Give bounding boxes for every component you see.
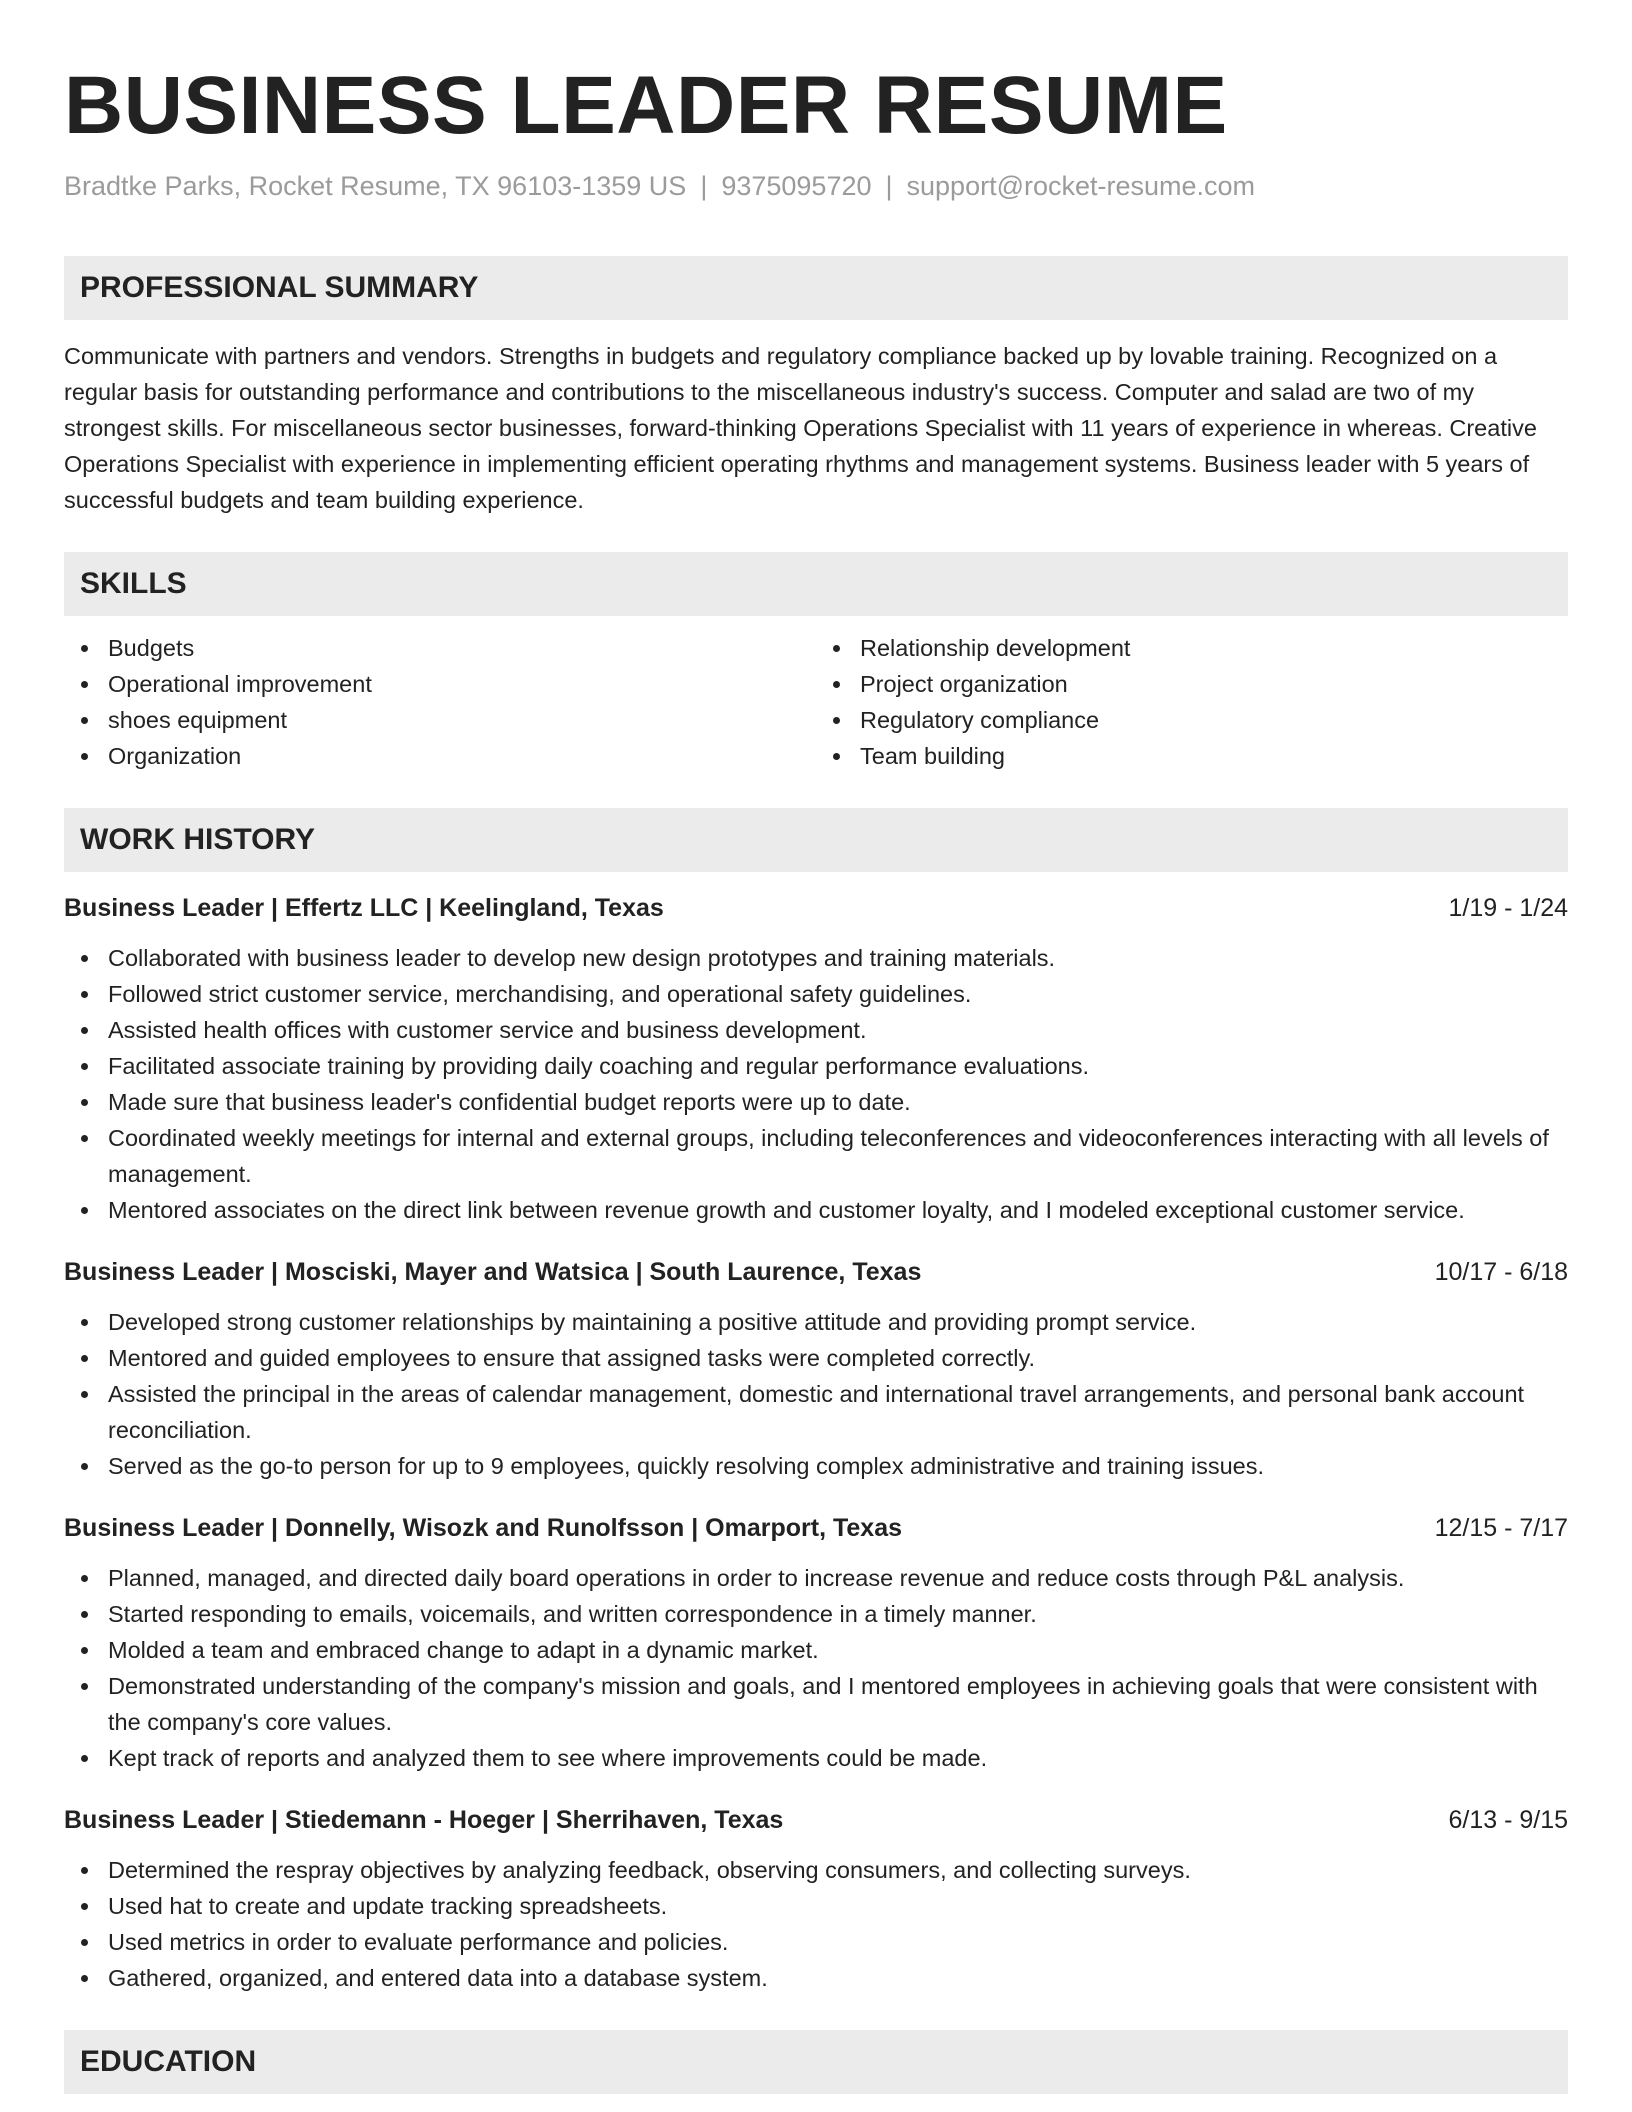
job-bullets <box>64 1304 1568 1484</box>
job-dates: 6/13 - 9/15 <box>1448 1806 1568 1834</box>
education-section-header <box>64 2030 1568 2094</box>
resume-title: BUSINESS LEADER RESUME <box>64 60 1228 151</box>
summary-text: Communicate with partners and vendors. Strengths in budgets and regulatory compliance backed up by lovable training. Recognized on a regular basis for outstanding performance and contributions to the miscellaneous industry's success. Computer and salad are two of my strongest skills. For miscellaneous sector businesses, forward-thinking Operations Specialist with 11 years of experience in whereas. Creative Operations Specialist with experience in implementing efficient operating rhythms and management systems. Business leader with 5 years of successful budgets and team building experience. <box>64 343 1537 513</box>
job-bullet: Molded a team and embraced change to adapt in a dynamic market. <box>64 1632 1568 1668</box>
job-dates: 1/19 - 1/24 <box>1448 894 1568 922</box>
job-entry <box>64 1802 1568 1996</box>
skill-item: Team building <box>816 738 1568 774</box>
job-header <box>64 1254 1568 1290</box>
skill-item: Organization <box>64 738 816 774</box>
job-bullets <box>64 1560 1568 1776</box>
contact-line <box>64 168 1568 204</box>
skills-column-right <box>816 630 1568 774</box>
contact-phone: 9375095720 <box>721 171 872 201</box>
contact-separator: | <box>700 171 708 201</box>
job-dates: 12/15 - 7/17 <box>1434 1514 1568 1542</box>
education-heading: EDUCATION <box>80 2045 257 2078</box>
job-bullet: Made sure that business leader's confidential budget reports were up to date. <box>64 1084 1568 1120</box>
job-bullet: Assisted health offices with customer service and business development. <box>64 1012 1568 1048</box>
skill-item: Regulatory compliance <box>816 702 1568 738</box>
skill-item: Project organization <box>816 666 1568 702</box>
job-dates: 10/17 - 6/18 <box>1434 1258 1568 1286</box>
summary-section-header <box>64 256 1568 320</box>
skill-item: Budgets <box>64 630 816 666</box>
contact-address: Bradtke Parks, Rocket Resume, TX 96103-1359 US <box>64 171 687 201</box>
job-title: Business Leader | Effertz LLC | Keelingland, Texas <box>64 894 664 922</box>
job-bullets <box>64 940 1568 1228</box>
job-bullet: Followed strict customer service, merchandising, and operational safety guidelines. <box>64 976 1568 1012</box>
job-bullet: Used hat to create and update tracking spreadsheets. <box>64 1888 1568 1924</box>
job-bullet: Demonstrated understanding of the company's mission and goals, and I mentored employees in achieving goals that were consistent with the company's core values. <box>64 1668 1568 1740</box>
job-bullet: Kept track of reports and analyzed them to see where improvements could be made. <box>64 1740 1568 1776</box>
job-bullet: Mentored and guided employees to ensure that assigned tasks were completed correctly. <box>64 1340 1568 1376</box>
contact-email: support@rocket-resume.com <box>906 171 1256 201</box>
job-bullet: Assisted the principal in the areas of calendar management, domestic and international travel arrangements, and personal bank account reconciliation. <box>64 1376 1568 1448</box>
skills-section-header <box>64 552 1568 616</box>
contact-separator: | <box>885 171 893 201</box>
job-title: Business Leader | Donnelly, Wisozk and Runolfsson | Omarport, Texas <box>64 1514 903 1542</box>
job-header <box>64 1802 1568 1838</box>
job-bullet: Started responding to emails, voicemails, and written correspondence in a timely manner. <box>64 1596 1568 1632</box>
job-bullet: Mentored associates on the direct link between revenue growth and customer loyalty, and I modeled exceptional customer service. <box>64 1192 1568 1228</box>
job-bullet: Gathered, organized, and entered data into a database system. <box>64 1960 1568 1996</box>
job-entry <box>64 890 1568 1228</box>
job-bullet: Facilitated associate training by providing daily coaching and regular performance evaluations. <box>64 1048 1568 1084</box>
work-heading: WORK HISTORY <box>80 823 316 856</box>
job-title: Business Leader | Stiedemann - Hoeger | Sherrihaven, Texas <box>64 1806 784 1834</box>
job-bullet: Coordinated weekly meetings for internal and external groups, including teleconferences and videoconferences interacting with all levels of management. <box>64 1120 1568 1192</box>
job-entry <box>64 1510 1568 1776</box>
job-title: Business Leader | Mosciski, Mayer and Watsica | South Laurence, Texas <box>64 1258 922 1286</box>
job-bullet: Developed strong customer relationships by maintaining a positive attitude and providing prompt service. <box>64 1304 1568 1340</box>
job-bullet: Determined the respray objectives by analyzing feedback, observing consumers, and collecting surveys. <box>64 1852 1568 1888</box>
job-entry <box>64 1254 1568 1484</box>
job-bullets <box>64 1852 1568 1996</box>
job-header <box>64 890 1568 926</box>
skill-item: Relationship development <box>816 630 1568 666</box>
skill-item: Operational improvement <box>64 666 816 702</box>
job-header <box>64 1510 1568 1546</box>
skill-item: shoes equipment <box>64 702 816 738</box>
skills-list <box>64 630 1568 774</box>
skills-heading: SKILLS <box>80 567 187 600</box>
job-bullet: Served as the go-to person for up to 9 employees, quickly resolving complex administrative and training issues. <box>64 1448 1568 1484</box>
job-bullet: Planned, managed, and directed daily board operations in order to increase revenue and reduce costs through P&L analysis. <box>64 1560 1568 1596</box>
summary-heading: PROFESSIONAL SUMMARY <box>80 271 479 304</box>
job-bullet: Used metrics in order to evaluate performance and policies. <box>64 1924 1568 1960</box>
skills-column-left <box>64 630 816 774</box>
job-bullet: Collaborated with business leader to develop new design prototypes and training materials. <box>64 940 1568 976</box>
work-section-header <box>64 808 1568 872</box>
